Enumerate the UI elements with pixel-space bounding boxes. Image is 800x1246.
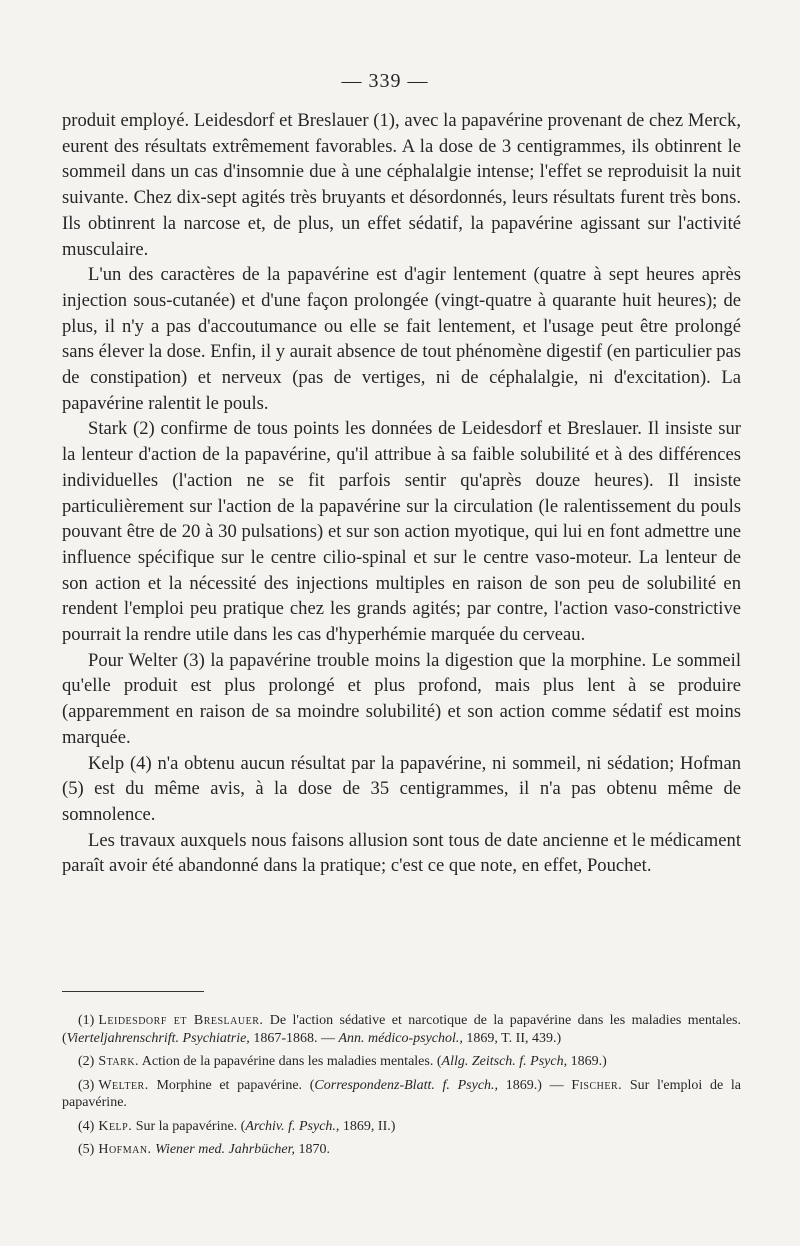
footnote-journal: Archiv. f. Psych., bbox=[245, 1118, 340, 1134]
footnote-author: Fischer. bbox=[571, 1077, 623, 1093]
footnote-number: (5) bbox=[78, 1142, 95, 1157]
footnote bbox=[62, 1012, 741, 1047]
footnote-number: (2) bbox=[78, 1054, 95, 1069]
footnotes bbox=[62, 1012, 741, 1165]
footnote-number: (1) bbox=[78, 1013, 95, 1028]
footnote-journal: Correspondenz-Blatt. f. Psych., bbox=[314, 1077, 499, 1093]
paragraph: produit employé. Leidesdorf et Breslauer (1), avec la papavérine provenant de chez Merck, eurent des résultats extrêmement favorables. A la dose de 3 centigrammes, ils obtinrent le sommeil dans un cas d'insomnie due à une céphalalgie intense; l'effet se reproduisit la nuit suivante. Chez dix-sept agités très bruyants et désordonnés, leurs résultats furent très bons. Ils obtinrent la narcose et, de plus, un effet sédatif, la papavérine agissant sur l'activité musculaire. bbox=[62, 110, 741, 260]
paragraph: Kelp (4) n'a obtenu aucun résultat par la papavérine, ni sommeil, ni sédation; Hofman (5) est du même avis, à la dose de 35 centigrammes, il n'a pas obtenu même de somnolence. bbox=[62, 752, 741, 825]
footnote-journal: Allg. Zeitsch. f. Psych bbox=[441, 1054, 564, 1069]
footnote-text: 1870. bbox=[295, 1142, 331, 1157]
footnote-text: 1869, II.) bbox=[339, 1118, 396, 1134]
footnote-journal: Ann. médico-psychol., bbox=[338, 1030, 463, 1046]
footnote-text: Action de la papavérine dans les maladies mentales. ( bbox=[141, 1054, 442, 1069]
body-text bbox=[62, 108, 741, 879]
footnote-journal: Wiener med. Jahrbücher, bbox=[155, 1142, 296, 1157]
footnote-text: 1869.) — bbox=[498, 1077, 572, 1093]
paragraph: Pour Welter (3) la papavérine trouble moins la digestion que la morphine. Le sommeil qu'elle produit est plus prolongé et plus profond, mais plus lent à se produire (apparemment en raison de sa moindre solubilité) et son action comme sédatif est moins marquée. bbox=[62, 649, 741, 748]
footnote bbox=[62, 1118, 741, 1136]
footnote-author: Hofman. bbox=[98, 1142, 152, 1157]
paragraph: L'un des caractères de la papavérine est d'agir lentement (quatre à sept heures après injection sous-cutanée) et d'une façon prolongée (vingt-quatre à quarante huit heures); de plus, il n'y a pas d'accoutumance ou elle se fait lentement, et l'usage peut être prolongé sans élever la dose. Enfin, il y aurait absence de tout phénomène digestif (en particulier pas de constipation) et nerveux (pas de vertiges, ni de céphalalgie, ni d'excitation). La papavérine ralentit le pouls. bbox=[62, 264, 741, 414]
footnote-text: Morphine et papavérine. ( bbox=[156, 1077, 315, 1093]
footnote-text: 1869, T. II, 439.) bbox=[462, 1030, 562, 1046]
footnote-number: (4) bbox=[78, 1118, 95, 1134]
paragraph: Les travaux auxquels nous faisons allusion sont tous de date ancienne et le médicament paraît avoir été abandonné dans la pratique; c'est ce que note, en effet, Pouchet. bbox=[62, 829, 741, 877]
footnote-author: Kelp. bbox=[98, 1118, 133, 1134]
footnote-text: 1867-1868. — bbox=[249, 1030, 339, 1046]
footnote-text: Sur la papavérine. ( bbox=[135, 1118, 246, 1134]
page-number: — 339 — bbox=[341, 70, 429, 92]
footnote-author: Stark. bbox=[98, 1054, 140, 1069]
footnote bbox=[62, 1141, 741, 1159]
paragraph: Stark (2) confirme de tous points les données de Leidesdorf et Breslauer. Il insiste sur la lenteur d'action de la papavérine, qu'il attribue à sa faible solubilité et à des différences individuelles (l'action ne se fit parfois sentir qu'après douze heures). Il insiste particulièrement sur l'action de la papavérine sur la circulation (le ralentissement du pouls pouvant être de 20 à 30 pulsations) et sur son action myotique, qui lui en font admettre une influence spécifique sur le centre cilio-spinal et sur le centre vaso-moteur. La lenteur de son action et la nécessité des injections multiples en raison de son peu de solubilité en rendent l'emploi peu pratique chez les grands agités; par contre, l'action vaso-constrictive pourrait la rendre utile dans les cas d'hyperhémie marquée du cerveau. bbox=[62, 418, 741, 646]
footnote bbox=[62, 1077, 741, 1112]
footnote-number: (3) bbox=[78, 1077, 95, 1093]
footnote-author: Leidesdorf et Breslauer. bbox=[98, 1013, 264, 1028]
footnote-journal: Vierteljahrenschrift. Psychiatrie, bbox=[66, 1030, 250, 1046]
footnote-separator bbox=[62, 991, 204, 992]
footnote-text: , 1869.) bbox=[563, 1054, 607, 1069]
footnote-text: De l'action sédative et narcotique de la papavérine dans les maladies mentales. ( bbox=[62, 1013, 741, 1046]
footnote-author: Welter. bbox=[98, 1077, 149, 1093]
footnote bbox=[62, 1053, 741, 1071]
footnote-text: Sur l'emploi de la papavérine. bbox=[62, 1077, 742, 1110]
